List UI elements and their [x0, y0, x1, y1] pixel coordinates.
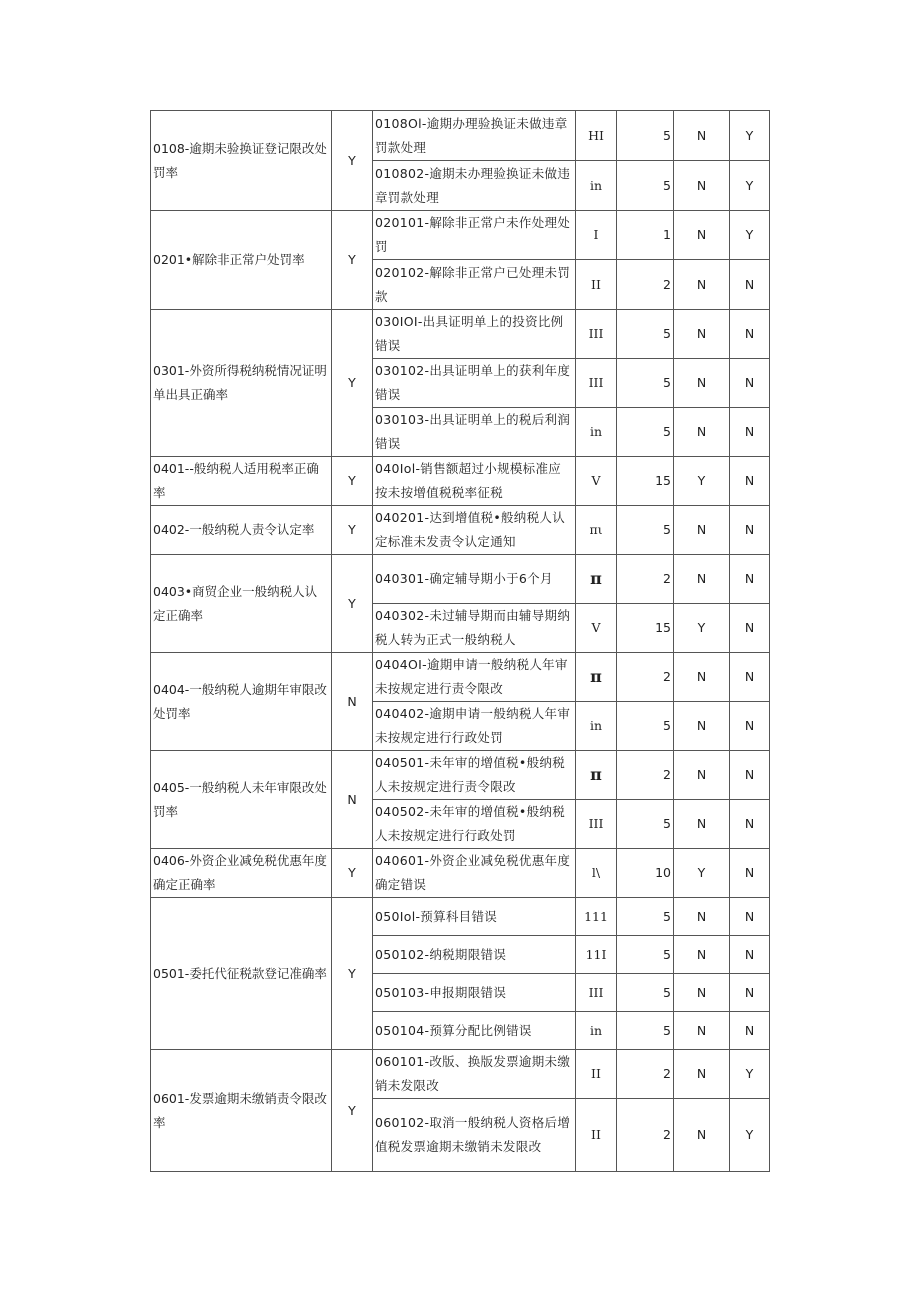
flag2-cell: N — [674, 408, 730, 457]
flag3-cell: N — [730, 555, 770, 604]
subitem-cell: 040301-确定辅导期小于6个月 — [373, 555, 576, 604]
subitem-cell: 050104-预算分配比例错误 — [373, 1012, 576, 1050]
score-cell: 5 — [617, 506, 674, 555]
flag3-cell: N — [730, 936, 770, 974]
category-cell: 0501-委托代征税款登记准确率 — [151, 898, 332, 1050]
category-cell: 0401--般纳税人适用税率正确率 — [151, 457, 332, 506]
flag2-cell: N — [674, 974, 730, 1012]
score-cell: 5 — [617, 111, 674, 161]
category-cell: 0601-发票逾期未缴销责令限改率 — [151, 1050, 332, 1172]
subitem-cell: 060101-改版、换版发票逾期未缴销未发限改 — [373, 1050, 576, 1099]
score-cell: 2 — [617, 653, 674, 702]
grade-cell: III — [576, 800, 617, 849]
flag3-cell: Y — [730, 211, 770, 260]
grade-cell: II — [576, 1050, 617, 1099]
grade-cell: in — [576, 161, 617, 211]
score-cell: 2 — [617, 751, 674, 800]
flag3-cell: N — [730, 974, 770, 1012]
score-cell: 5 — [617, 936, 674, 974]
applicable-flag-cell: Y — [332, 457, 373, 506]
grade-cell: in — [576, 408, 617, 457]
table-row — [151, 310, 770, 359]
grade-cell: III — [576, 974, 617, 1012]
score-cell: 5 — [617, 359, 674, 408]
flag3-cell: N — [730, 260, 770, 310]
grade-cell: π — [576, 555, 617, 604]
category-cell: 0201•解除非正常户处罚率 — [151, 211, 332, 310]
score-cell: 5 — [617, 702, 674, 751]
flag2-cell: N — [674, 555, 730, 604]
score-cell: 1 — [617, 211, 674, 260]
flag2-cell: N — [674, 800, 730, 849]
table-row — [151, 751, 770, 800]
flag3-cell: N — [730, 359, 770, 408]
grade-cell: HI — [576, 111, 617, 161]
flag2-cell: N — [674, 1050, 730, 1099]
table-row — [151, 506, 770, 555]
subitem-cell: 0404OI-逾期申请一般纳税人年审未按规定进行责令限改 — [373, 653, 576, 702]
table-row — [151, 457, 770, 506]
grade-cell: 11I — [576, 936, 617, 974]
score-cell: 5 — [617, 310, 674, 359]
flag2-cell: N — [674, 211, 730, 260]
applicable-flag-cell: Y — [332, 898, 373, 1050]
flag2-cell: N — [674, 653, 730, 702]
grade-cell: II — [576, 1099, 617, 1172]
flag3-cell: Y — [730, 111, 770, 161]
subitem-cell: 030IOI-出具证明单上的投资比例错误 — [373, 310, 576, 359]
grade-cell: in — [576, 1012, 617, 1050]
score-cell: 5 — [617, 898, 674, 936]
table-row — [151, 849, 770, 898]
category-cell: 0108-逾期未验换证登记限改处罚率 — [151, 111, 332, 211]
grade-cell: III — [576, 359, 617, 408]
flag2-cell: N — [674, 260, 730, 310]
score-cell: 2 — [617, 555, 674, 604]
indicator-table — [150, 110, 770, 1172]
subitem-cell: 020101-解除非正常户未作处理处罚 — [373, 211, 576, 260]
subitem-cell: 030102-出具证明单上的获利年度错误 — [373, 359, 576, 408]
applicable-flag-cell: Y — [332, 1050, 373, 1172]
flag3-cell: N — [730, 751, 770, 800]
flag2-cell: Y — [674, 457, 730, 506]
grade-cell: π — [576, 751, 617, 800]
flag2-cell: N — [674, 1012, 730, 1050]
flag3-cell: Y — [730, 161, 770, 211]
flag2-cell: Y — [674, 849, 730, 898]
flag3-cell: N — [730, 506, 770, 555]
flag2-cell: N — [674, 161, 730, 211]
table-row — [151, 653, 770, 702]
grade-cell: III — [576, 310, 617, 359]
grade-cell: l\ — [576, 849, 617, 898]
score-cell: 15 — [617, 457, 674, 506]
applicable-flag-cell: Y — [332, 310, 373, 457]
score-cell: 5 — [617, 800, 674, 849]
subitem-cell: 020102-解除非正常户已处理未罚款 — [373, 260, 576, 310]
grade-cell: V — [576, 457, 617, 506]
score-cell: 5 — [617, 1012, 674, 1050]
flag3-cell: N — [730, 898, 770, 936]
flag2-cell: N — [674, 898, 730, 936]
subitem-cell: 050102-纳税期限错误 — [373, 936, 576, 974]
flag2-cell: N — [674, 751, 730, 800]
subitem-cell: 040302-未过辅导期而由辅导期纳税人转为正式一般纳税人 — [373, 604, 576, 653]
applicable-flag-cell: Y — [332, 506, 373, 555]
table-row — [151, 111, 770, 161]
score-cell: 2 — [617, 1050, 674, 1099]
flag2-cell: N — [674, 506, 730, 555]
flag3-cell: N — [730, 310, 770, 359]
flag3-cell: N — [730, 849, 770, 898]
grade-cell: 111 — [576, 898, 617, 936]
subitem-cell: 040201-达到增值税•般纳税人认定标准未发责令认定通知 — [373, 506, 576, 555]
flag3-cell: N — [730, 604, 770, 653]
subitem-cell: 060102-取消一般纳税人资格后增值税发票逾期未缴销未发限改 — [373, 1099, 576, 1172]
table-body — [151, 111, 770, 1172]
flag2-cell: N — [674, 936, 730, 974]
subitem-cell: 050103-申报期限错误 — [373, 974, 576, 1012]
applicable-flag-cell: N — [332, 653, 373, 751]
flag3-cell: N — [730, 1012, 770, 1050]
subitem-cell: 010802-逾期未办理验换证未做违章罚款处理 — [373, 161, 576, 211]
flag3-cell: N — [730, 457, 770, 506]
subitem-cell: 040Iol-销售额超过小规模标准应按未按增值税税率征税 — [373, 457, 576, 506]
score-cell: 5 — [617, 161, 674, 211]
grade-cell: π — [576, 653, 617, 702]
applicable-flag-cell: Y — [332, 555, 373, 653]
category-cell: 0405-一般纳税人未年审限改处罚率 — [151, 751, 332, 849]
category-cell: 0403•商贸企业一般纳税人认定正确率 — [151, 555, 332, 653]
flag3-cell: N — [730, 800, 770, 849]
score-cell: 5 — [617, 408, 674, 457]
subitem-cell: 040501-未年审的增值税•般纳税人未按规定进行责令限改 — [373, 751, 576, 800]
subitem-cell: 050Iol-预算科目错误 — [373, 898, 576, 936]
flag2-cell: Y — [674, 604, 730, 653]
subitem-cell: 040601-外资企业减免税优惠年度确定错误 — [373, 849, 576, 898]
flag3-cell: Y — [730, 1099, 770, 1172]
flag2-cell: N — [674, 111, 730, 161]
score-cell: 2 — [617, 260, 674, 310]
applicable-flag-cell: Y — [332, 111, 373, 211]
score-cell: 10 — [617, 849, 674, 898]
grade-cell: πι — [576, 506, 617, 555]
score-cell: 5 — [617, 974, 674, 1012]
table-row — [151, 898, 770, 936]
grade-cell: I — [576, 211, 617, 260]
applicable-flag-cell: N — [332, 751, 373, 849]
grade-cell: in — [576, 702, 617, 751]
category-cell: 0404-一般纳税人逾期年审限改处罚率 — [151, 653, 332, 751]
subitem-cell: 0108Ol-逾期办理验换证未做违章罚款处理 — [373, 111, 576, 161]
category-cell: 0402-一般纳税人责令认定率 — [151, 506, 332, 555]
subitem-cell: 030103-出具证明单上的税后利润错误 — [373, 408, 576, 457]
grade-cell: V — [576, 604, 617, 653]
table-row — [151, 1050, 770, 1099]
subitem-cell: 040402-逾期申请一般纳税人年审未按规定进行行政处罚 — [373, 702, 576, 751]
flag2-cell: N — [674, 702, 730, 751]
category-cell: 0301-外资所得税纳税情况证明单出具正确率 — [151, 310, 332, 457]
flag2-cell: N — [674, 310, 730, 359]
category-cell: 0406-外资企业减免税优惠年度确定正确率 — [151, 849, 332, 898]
flag2-cell: N — [674, 1099, 730, 1172]
flag3-cell: Y — [730, 1050, 770, 1099]
flag3-cell: N — [730, 702, 770, 751]
table-row — [151, 211, 770, 260]
applicable-flag-cell: Y — [332, 849, 373, 898]
grade-cell: II — [576, 260, 617, 310]
flag3-cell: N — [730, 653, 770, 702]
applicable-flag-cell: Y — [332, 211, 373, 310]
table-row — [151, 555, 770, 604]
flag3-cell: N — [730, 408, 770, 457]
score-cell: 2 — [617, 1099, 674, 1172]
flag2-cell: N — [674, 359, 730, 408]
score-cell: 15 — [617, 604, 674, 653]
subitem-cell: 040502-未年审的增值税•般纳税人未按规定进行行政处罚 — [373, 800, 576, 849]
